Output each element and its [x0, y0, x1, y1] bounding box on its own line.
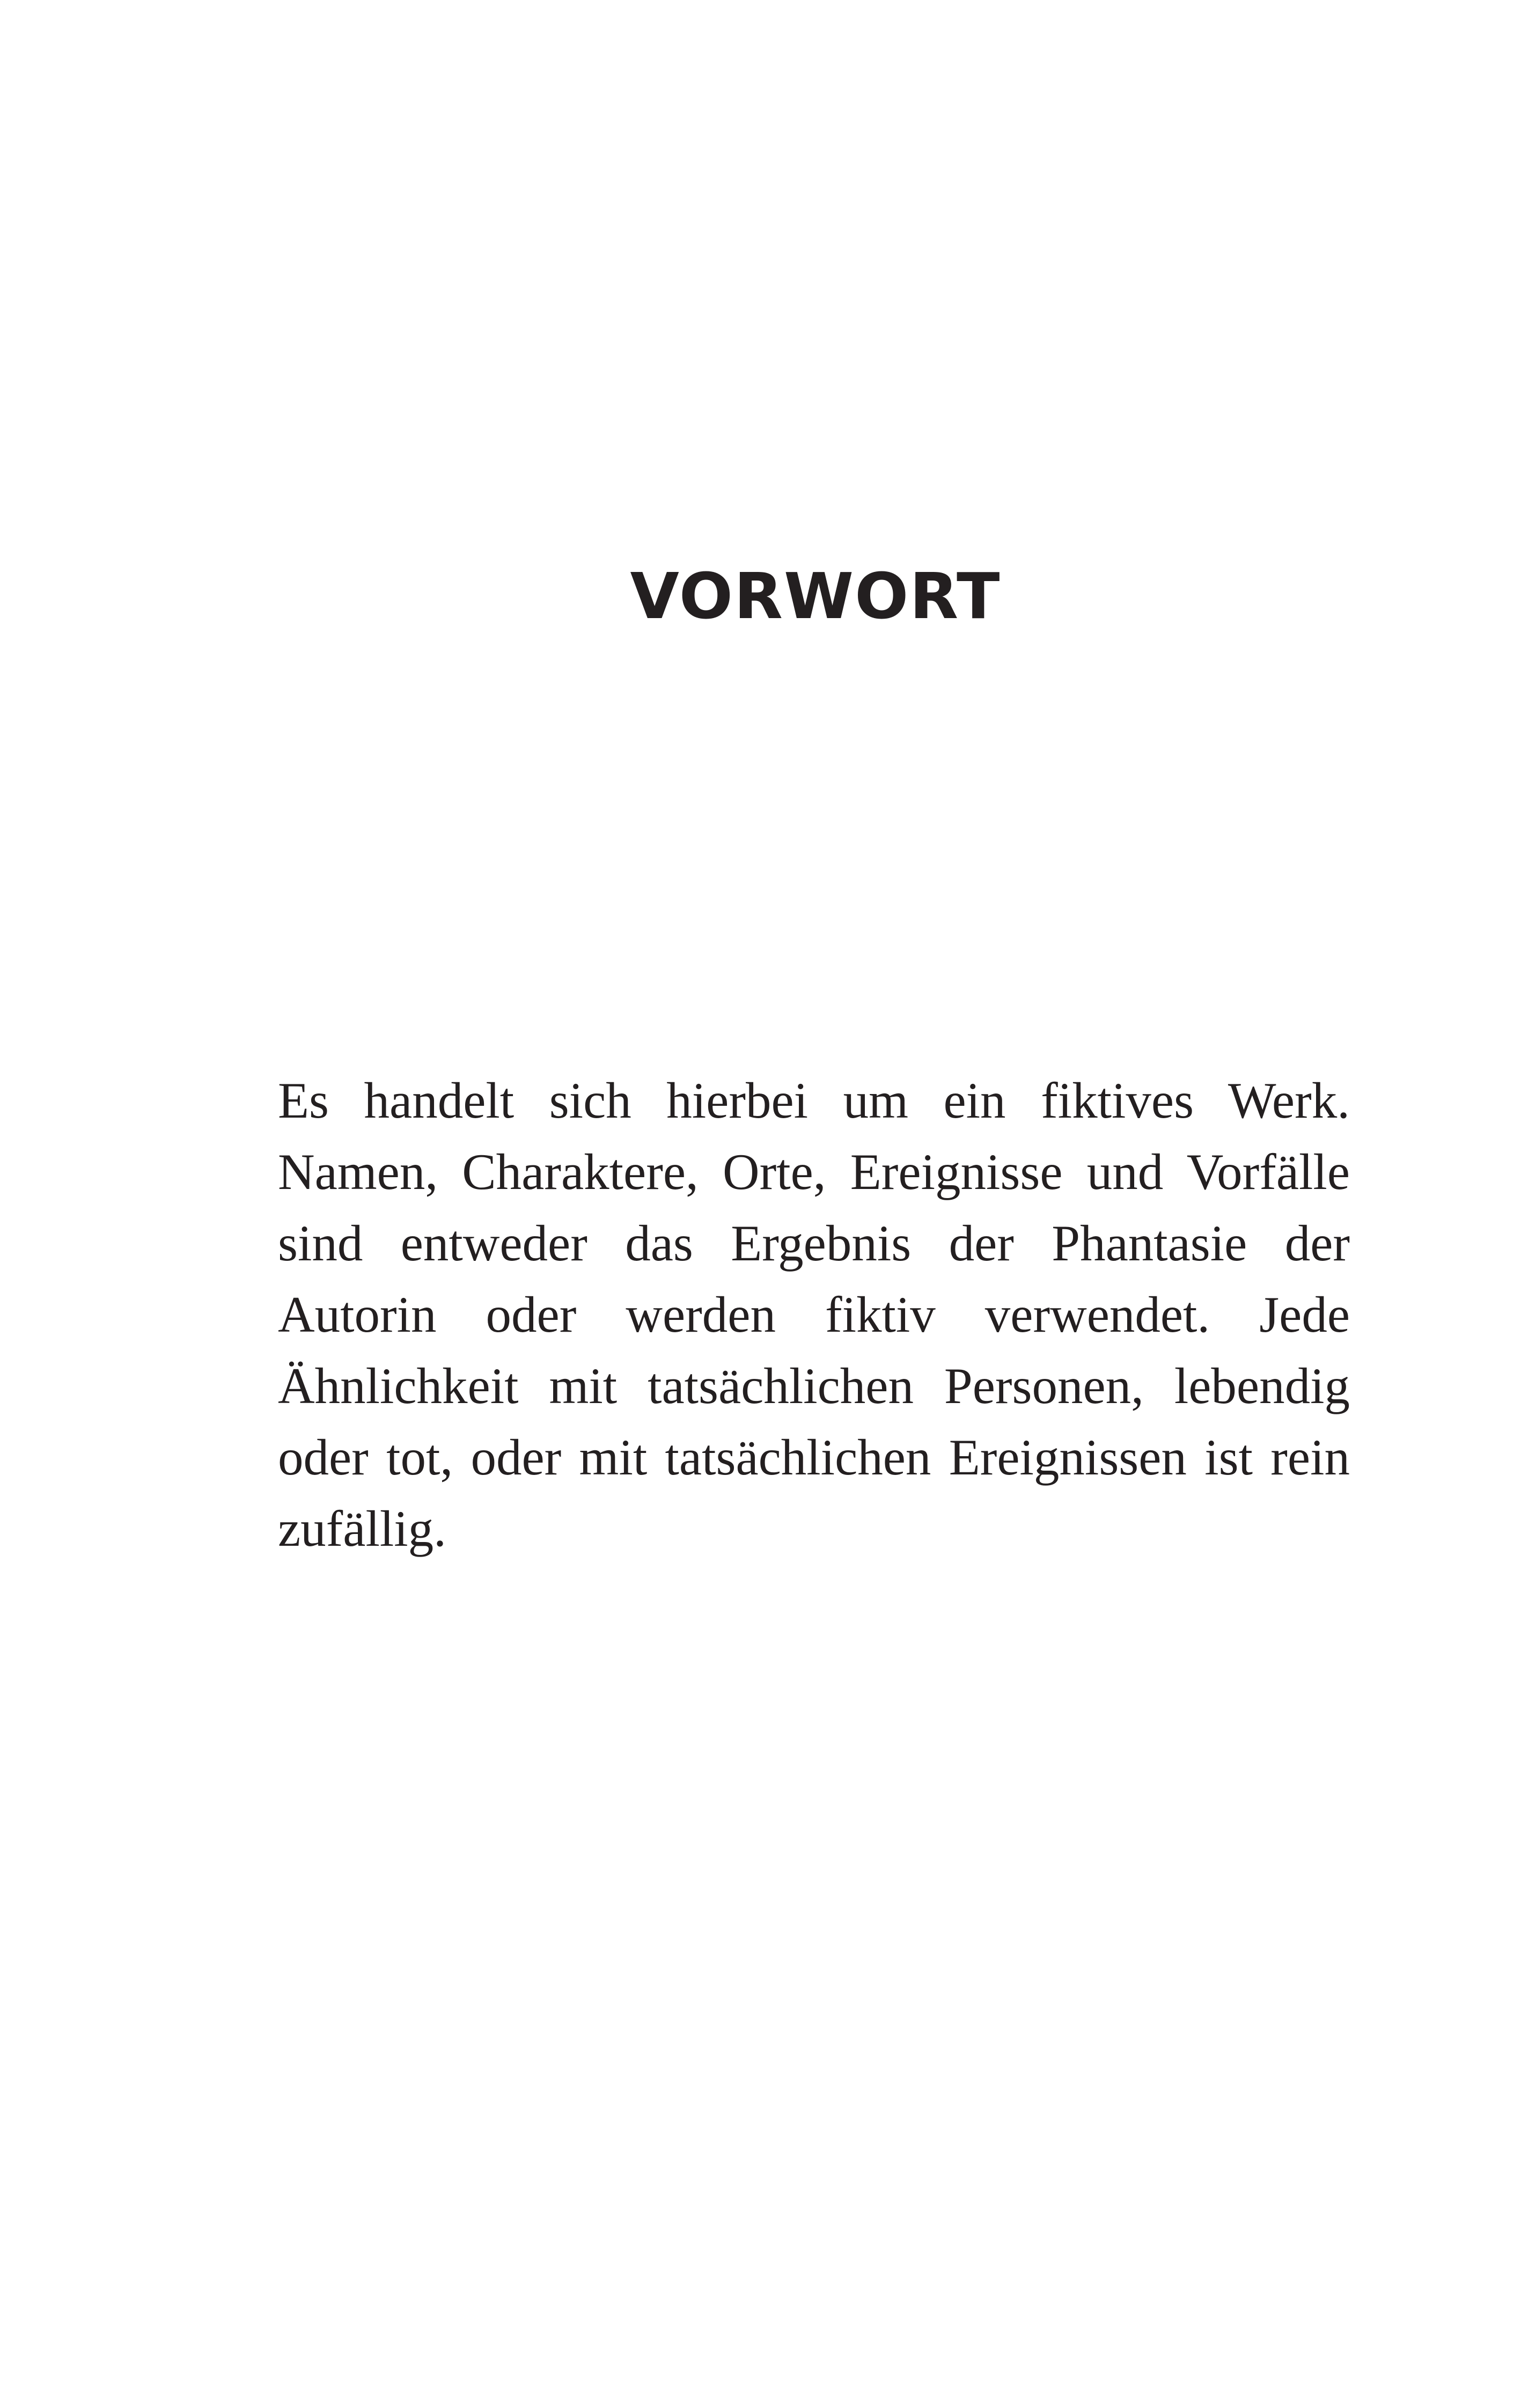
page-heading: VORWORT [630, 559, 1001, 633]
foreword-paragraph: Es handelt sich hierbei um ein fiktives Werk. Namen, Charaktere, Orte, Ereignisse und Vorfälle sind entweder das Ergebnis der Phantasie der Autorin oder werden fiktiv verwendet. Jede Ähnlichkeit mit tatsächlichen Personen, lebendig oder tot, oder mit tatsächlichen Ereignissen ist rein zufällig. [278, 1072, 1350, 1557]
